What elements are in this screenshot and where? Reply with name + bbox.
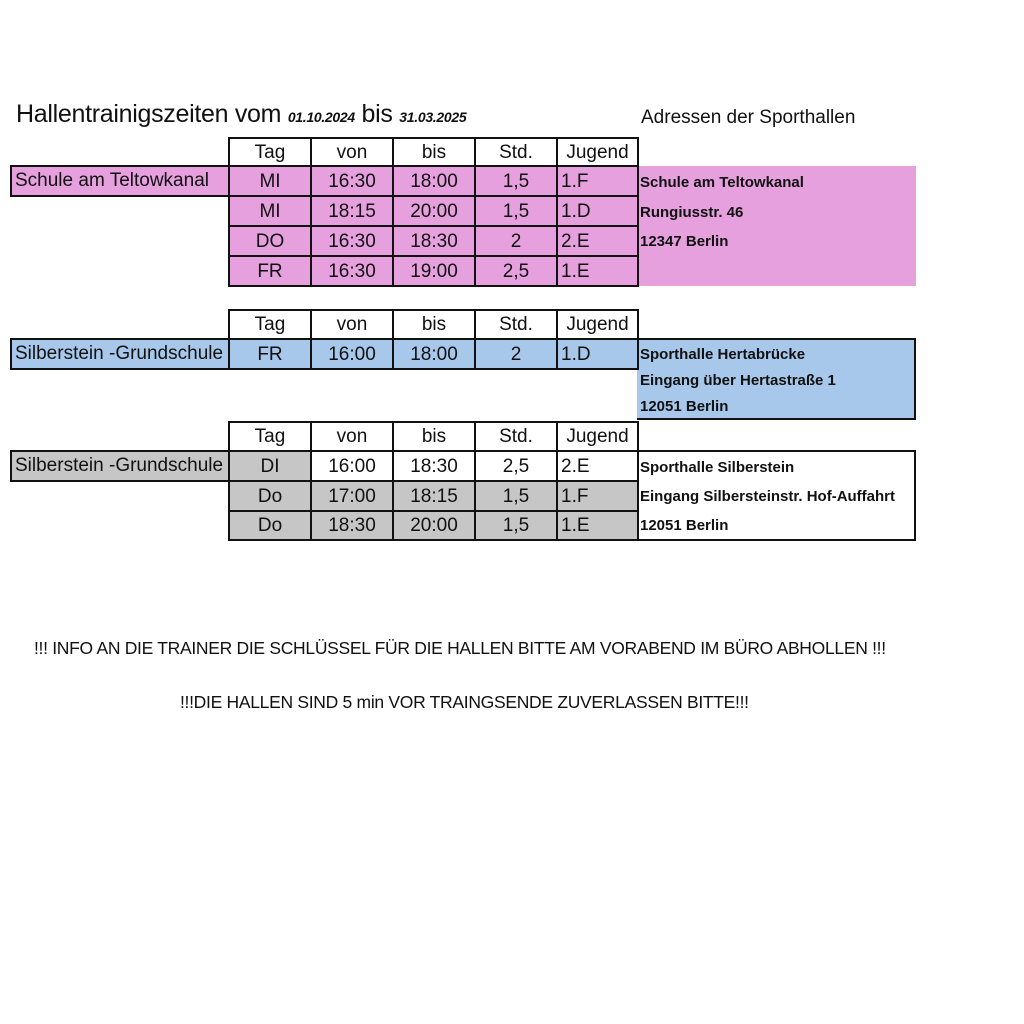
cell-jugend: 2.E (556, 225, 639, 257)
school-name: Schule am Teltowkanal (10, 165, 230, 197)
col-header-von: von (310, 421, 394, 452)
cell-tag: FR (228, 338, 312, 370)
cell-tag: MI (228, 195, 312, 227)
col-header-tag: Tag (228, 309, 312, 340)
cell-von: 16:30 (310, 255, 394, 287)
cell-bis: 18:15 (392, 480, 476, 512)
cell-tag: FR (228, 255, 312, 287)
col-header-std: Std. (474, 309, 558, 340)
col-header-jugend: Jugend (556, 309, 639, 340)
col-header-std: Std. (474, 137, 558, 167)
cell-tag: Do (228, 510, 312, 541)
address-line: Eingang Silbersteinstr. Hof-Auffahrt (640, 488, 896, 505)
school-name: Silberstein -Grundschule (10, 338, 230, 370)
cell-tag: DI (228, 450, 312, 482)
cell-bis: 20:00 (392, 510, 476, 541)
cell-tag: MI (228, 165, 312, 197)
cell-std: 1,5 (474, 165, 558, 197)
address-box (637, 166, 916, 286)
cell-von: 18:30 (310, 510, 394, 541)
col-header-tag: Tag (228, 137, 312, 167)
cell-jugend: 1.E (556, 255, 639, 287)
cell-tag: DO (228, 225, 312, 257)
cell-bis: 18:30 (392, 225, 476, 257)
col-header-jugend: Jugend (556, 137, 639, 167)
address-line: Sporthalle Hertabrücke (640, 346, 806, 363)
date-to: 31.03.2025 (399, 109, 467, 125)
cell-jugend: 1.D (556, 195, 639, 227)
cell-von: 16:30 (310, 165, 394, 197)
cell-von: 16:00 (310, 450, 394, 482)
col-header-tag: Tag (228, 421, 312, 452)
address-line: 12051 Berlin (640, 517, 729, 534)
cell-bis: 19:00 (392, 255, 476, 287)
cell-von: 18:15 (310, 195, 394, 227)
cell-std: 1,5 (474, 480, 558, 512)
page-title (16, 100, 466, 129)
cell-jugend: 1.E (556, 510, 639, 541)
address-line: Sporthalle Silberstein (640, 459, 795, 476)
address-line: 12347 Berlin (640, 233, 729, 250)
trainer-info-note: !!! INFO AN DIE TRAINER DIE SCHLÜSSEL FÜR DIE HALLEN BITTE AM VORABEND IM BÜRO ABHOLLEN !!! (34, 638, 886, 658)
col-header-bis: bis (392, 421, 476, 452)
cell-von: 16:30 (310, 225, 394, 257)
cell-bis: 18:00 (392, 165, 476, 197)
addresses-heading: Adressen der Sporthallen (641, 107, 856, 128)
cell-jugend: 1.F (556, 165, 639, 197)
col-header-std: Std. (474, 421, 558, 452)
cell-std: 2,5 (474, 255, 558, 287)
cell-bis: 20:00 (392, 195, 476, 227)
address-line: 12051 Berlin (640, 398, 729, 415)
address-line: Eingang über Hertastraße 1 (640, 372, 836, 389)
address-line: Rungiusstr. 46 (640, 204, 744, 221)
col-header-bis: bis (392, 309, 476, 340)
cell-std: 2 (474, 338, 558, 370)
cell-jugend: 1.D (556, 338, 639, 370)
leave-hall-note: !!!DIE HALLEN SIND 5 min VOR TRAINGSENDE ZUVERLASSEN BITTE!!! (180, 692, 749, 712)
school-name: Silberstein -Grundschule (10, 450, 230, 482)
cell-bis: 18:00 (392, 338, 476, 370)
col-header-von: von (310, 309, 394, 340)
title-main: Hallentrainigszeiten vom (16, 100, 282, 128)
cell-jugend: 2.E (556, 450, 639, 482)
address-box (637, 338, 916, 420)
cell-tag: Do (228, 480, 312, 512)
cell-von: 17:00 (310, 480, 394, 512)
cell-jugend: 1.F (556, 480, 639, 512)
cell-bis: 18:30 (392, 450, 476, 482)
address-box (637, 450, 916, 541)
cell-std: 2 (474, 225, 558, 257)
cell-von: 16:00 (310, 338, 394, 370)
address-line: Schule am Teltowkanal (640, 174, 804, 191)
col-header-von: von (310, 137, 394, 167)
col-header-bis: bis (392, 137, 476, 167)
col-header-jugend: Jugend (556, 421, 639, 452)
title-mid: bis (361, 100, 393, 128)
cell-std: 1,5 (474, 195, 558, 227)
cell-std: 1,5 (474, 510, 558, 541)
date-from: 01.10.2024 (287, 109, 355, 125)
cell-std: 2,5 (474, 450, 558, 482)
